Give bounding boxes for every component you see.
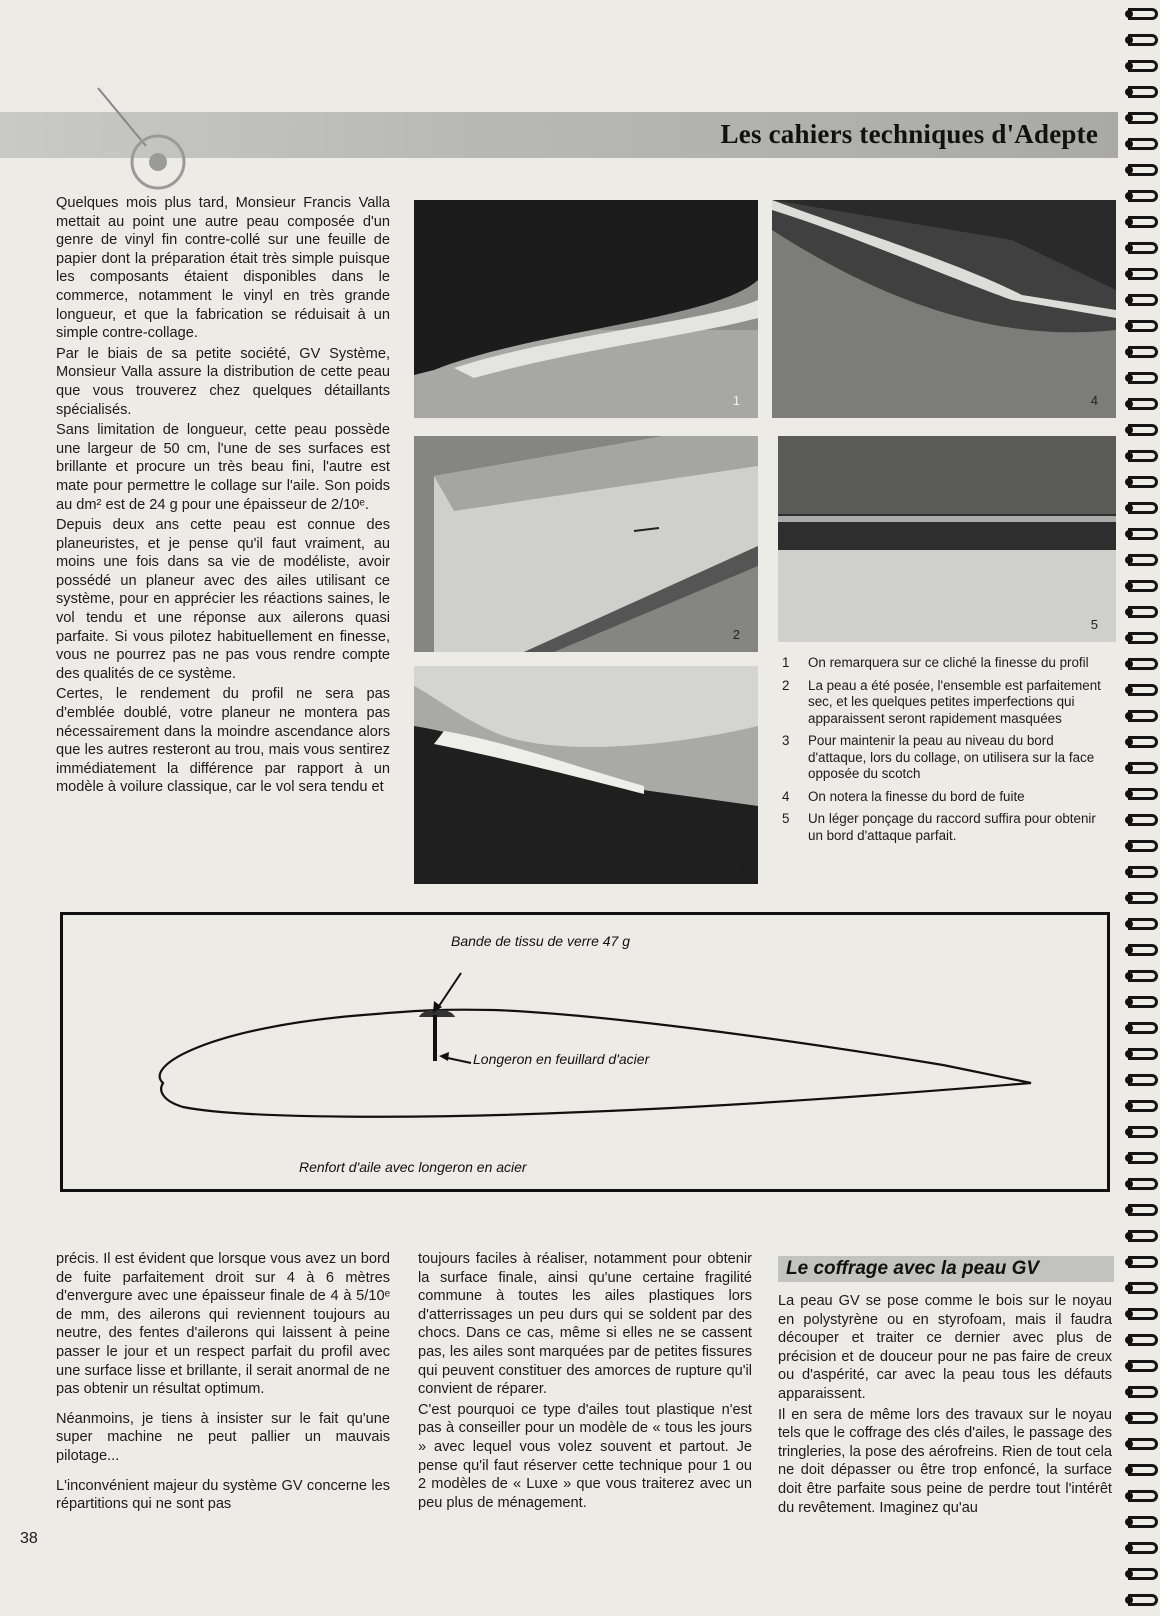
spiral-binding — [1118, 0, 1160, 1616]
caption-text: On notera la finesse du bord de fuite — [808, 788, 1025, 804]
binding-hole — [1125, 478, 1133, 486]
paragraph: Certes, le rendement du profil ne sera pas d'emblée doublé, votre planeur ne montera pas nécessairement dans la moindre ascendance alors que les autres resteront au trou, mais vous sentirez immédiatement la différence par rapport à un modèle à voilure classique, car le vol sera tendu et — [56, 686, 390, 796]
binding-hole — [1125, 790, 1133, 798]
binding-hole — [1125, 712, 1133, 720]
binding-hole — [1125, 1024, 1133, 1032]
caption-text: Un léger ponçage du raccord suffira pour obtenir un bord d'attaque parfait. — [808, 811, 1096, 843]
binding-hole — [1125, 114, 1133, 122]
binding-hole — [1125, 608, 1133, 616]
caption-number: 5 — [782, 811, 790, 826]
paragraph: C'est pourquoi ce type d'ailes tout plastique n'est pas à conseiller pour un modèle de « tous les jours » avec lequel vous volez souvent et partout. Je pense qu'il faut réserver cette technique pour 1 ou 2 modèles de « Luxe » que vous traiterez avec un peu plus de ménagement. — [418, 1401, 752, 1511]
section-title: Le coffrage avec la peau GV — [786, 1258, 1040, 1279]
top-text-column — [56, 194, 390, 797]
paragraph: Quelques mois plus tard, Monsieur Francis Valla mettait au point une autre peau composée d'un genre de vinyl fin contre-collé sur une feuille de papier dont la préparation était très simple puisque les composants étaient disponibles dans le commerce, notamment le vinyl en très grande longueur, et que la fabrication se réduisait à un simple contre-collage. — [56, 195, 390, 342]
binding-hole — [1125, 348, 1133, 356]
photo-number: 3 — [732, 859, 740, 874]
photo-1 — [414, 200, 758, 418]
binding-hole — [1125, 1518, 1133, 1526]
label-spar: Longeron en feuillard d'acier — [473, 1051, 650, 1067]
label-glass-band: Bande de tissu de verre 47 g — [451, 933, 631, 949]
photo-2 — [414, 436, 758, 652]
photo-number: 5 — [1090, 617, 1098, 632]
paragraph: toujours faciles à réaliser, notamment pour obtenir la surface finale, ainsi qu'une certaine fragilité commune à toutes les ailes plastiques lors d'atterrissages un peu durs qui se soldent par des chocs. Dans ce cas, même si elles ne se cassent pas, les ailes sont marquées par de petites fissures qui peuvent constituer des amorces de rupture qu'il convient de réparer. — [418, 1251, 752, 1398]
binding-hole — [1125, 504, 1133, 512]
binding-hole — [1125, 1050, 1133, 1058]
binding-hole — [1125, 738, 1133, 746]
binding-hole — [1125, 660, 1133, 668]
photo-number: 2 — [732, 627, 740, 642]
paragraph: Sans limitation de longueur, cette peau possède une largeur de 50 cm, l'une de ses surfaces est brillante et procure un très beau fini, l'autre est mate pour permettre le collage sur l'aile. Son poids au dm² est de 24 g pour une épaisseur de 2/10ᵉ. — [56, 422, 390, 513]
paragraph: précis. Il est évident que lorsque vous avez un bord de fuite parfaitement droit sur 4 à 6 mètres d'envergure avec une épaisseur finale de 4 à 5/10ᵉ de mm, des ailerons qui reviennent toujours au neutre, des fentes d'ailerons qui laissent à peine passer le jour et un respect parfait du profil avec une surface lisse et brillante, il serait anormal de ne pas obtenir un résultat optimum. — [56, 1251, 390, 1398]
bottom-right-column — [778, 1292, 1112, 1517]
binding-hole — [1125, 270, 1133, 278]
caption-number: 1 — [782, 655, 790, 670]
binding-hole — [1125, 582, 1133, 590]
caption-item — [782, 733, 1108, 783]
binding-hole — [1125, 1362, 1133, 1370]
section-header — [778, 1256, 1114, 1282]
binding-hole — [1125, 1284, 1133, 1292]
binding-hole — [1125, 816, 1133, 824]
binding-hole — [1125, 426, 1133, 434]
binding-hole — [1125, 1258, 1133, 1266]
binding-hole — [1125, 1102, 1133, 1110]
page-number: 38 — [20, 1530, 38, 1547]
caption-text: Pour maintenir la peau au niveau du bord d'attaque, lors du collage, on utilisera sur la face opposée du scotch — [808, 733, 1095, 781]
binding-hole — [1125, 842, 1133, 850]
radio-transmitter-icon — [88, 84, 198, 194]
binding-hole — [1125, 1596, 1133, 1604]
binding-hole — [1125, 166, 1133, 174]
binding-hole — [1125, 36, 1133, 44]
caption-number: 4 — [782, 788, 790, 804]
binding-hole — [1125, 1544, 1133, 1552]
binding-hole — [1125, 452, 1133, 460]
bottom-left-column — [56, 1250, 390, 1514]
binding-hole — [1125, 1310, 1133, 1318]
band-arrow — [437, 973, 461, 1009]
binding-hole — [1125, 10, 1133, 18]
photo-3 — [414, 666, 758, 884]
photo-5 — [778, 436, 1116, 642]
binding-hole — [1125, 296, 1133, 304]
paragraph: Il en sera de même lors des travaux sur le noyau tels que le coffrage des clés d'ailes, le passage des tringleries, la pose des aérofreins. Rien de tout cela ne doit dépasser ou être trop enfoncé, la surface doit être parfaite sous peine de perdre tout l'intérêt du revêtement. Imaginez qu'au — [778, 1406, 1112, 1516]
paragraph: L'inconvénient majeur du système GV concerne les répartitions qui ne sont pas — [56, 1477, 390, 1513]
binding-hole — [1125, 140, 1133, 148]
caption-item — [782, 655, 1108, 672]
binding-hole — [1125, 1388, 1133, 1396]
spar-arrowhead — [439, 1052, 449, 1061]
photo-captions — [782, 655, 1108, 850]
paragraph: Néanmoins, je tiens à insister sur le fait qu'une super machine ne peut pallier un mauvais pilotage... — [56, 1410, 390, 1464]
binding-hole — [1125, 400, 1133, 408]
binding-hole — [1125, 894, 1133, 902]
header-title: Les cahiers techniques d'Adepte — [720, 119, 1098, 149]
paragraph: Par le biais de sa petite société, GV Système, Monsieur Valla assure la distribution de cette peau que vous trouverez chez quelques détaillants spécialisés. — [56, 345, 390, 418]
photo-4 — [772, 200, 1116, 418]
caption-text: La peau a été posée, l'ensemble est parfaitement sec, et les quelques petites imperfections qui apparaissent seront rapidement masquées — [808, 677, 1101, 726]
binding-hole — [1125, 1206, 1133, 1214]
bottom-middle-column — [418, 1250, 752, 1512]
paragraph: Depuis deux ans cette peau est connue des planeuristes, et je pense qu'il faut vraiment, au moins une fois dans sa vie de modéliste, avoir possédé un planeur avec des ailes utilisant ce système, pour en apprécier les réactions saines, le vol tendu et une réponse aux ailerons quasi parfaite. Si vous pilotez habituellement en finesse, vous ne pourrez pas ne pas vous rendre compte des qualités de ce système. — [56, 517, 390, 682]
binding-hole — [1125, 530, 1133, 538]
binding-hole — [1125, 322, 1133, 330]
binding-hole — [1125, 1076, 1133, 1084]
binding-hole — [1125, 634, 1133, 642]
binding-hole — [1125, 1154, 1133, 1162]
binding-hole — [1125, 920, 1133, 928]
binding-hole — [1125, 1440, 1133, 1448]
header-band — [0, 112, 1118, 158]
binding-hole — [1125, 62, 1133, 70]
caption-number: 3 — [782, 733, 790, 748]
caption-number: 2 — [782, 677, 790, 693]
binding-hole — [1125, 1232, 1133, 1240]
binding-hole — [1125, 1492, 1133, 1500]
photo-number: 1 — [732, 393, 740, 408]
binding-hole — [1125, 1466, 1133, 1474]
photo-number: 4 — [1090, 393, 1098, 408]
binding-hole — [1125, 244, 1133, 252]
binding-hole — [1125, 686, 1133, 694]
wing-profile-diagram — [60, 912, 1110, 1192]
diagram-caption: Renfort d'aile avec longeron en acier — [299, 1159, 527, 1175]
caption-item — [782, 789, 1108, 806]
binding-hole — [1125, 1570, 1133, 1578]
binding-hole — [1125, 946, 1133, 954]
binding-hole — [1125, 192, 1133, 200]
binding-hole — [1125, 868, 1133, 876]
binding-hole — [1125, 374, 1133, 382]
caption-item — [782, 811, 1108, 844]
binding-hole — [1125, 1180, 1133, 1188]
binding-hole — [1125, 972, 1133, 980]
paragraph: La peau GV se pose comme le bois sur le noyau en polystyrène ou en styrofoam, mais il faudra découper et traiter ce dernier avec plus de précision et de douceur pour ne pas faire de creux ou d'aspérité, car avec la peau tous les défauts apparaissent. — [778, 1293, 1112, 1402]
binding-hole — [1125, 556, 1133, 564]
caption-item — [782, 678, 1108, 728]
binding-hole — [1125, 1128, 1133, 1136]
caption-text: On remarquera sur ce cliché la finesse du profil — [808, 655, 1089, 670]
binding-hole — [1125, 218, 1133, 226]
binding-hole — [1125, 1336, 1133, 1344]
binding-hole — [1125, 764, 1133, 772]
binding-hole — [1125, 88, 1133, 96]
binding-hole — [1125, 998, 1133, 1006]
binding-hole — [1125, 1414, 1133, 1422]
